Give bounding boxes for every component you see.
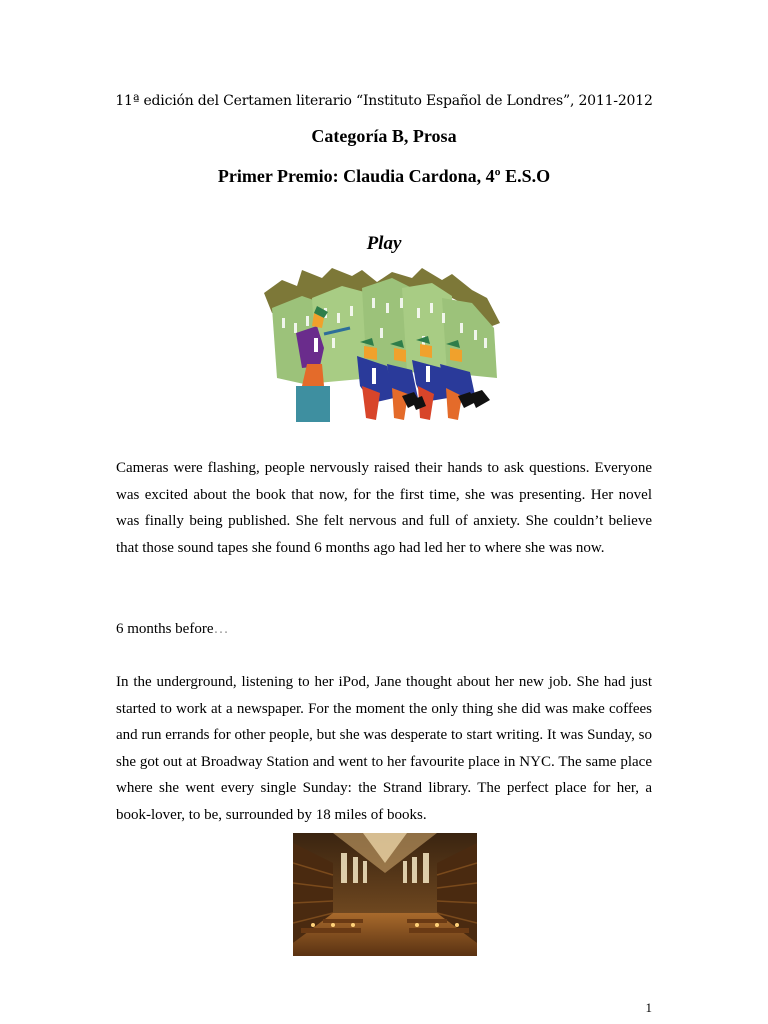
flashback-ellipsis: … xyxy=(213,621,229,637)
library-photo-image xyxy=(293,833,477,956)
paragraph-flashback xyxy=(116,616,652,643)
flashback-text: 6 months before xyxy=(116,621,214,637)
edition-line: 11ª edición del Certamen literario “Instituto Español de Londres”, 2011-2012 xyxy=(115,93,653,109)
orchestra-clipart-image xyxy=(262,268,504,424)
page-number: 1 xyxy=(645,1000,652,1015)
prize-heading: Primer Premio: Claudia Cardona, 4º E.S.O xyxy=(217,166,551,186)
story-title: Play xyxy=(366,233,402,254)
paragraph-underground: In the underground, listening to her iPod, Jane thought about her new job. She had just started to work at a newspaper. For the moment the only thing she did was make coffees and run errands for other people, but she was desperate to start writing. It was Sunday, so she got out at Broadway Station and went to her favourite place in NYC. The same place where she went every single Sunday: the Strand library. The perfect place for her, a book-lover, to be, surrounded by 18 miles of books. xyxy=(116,674,652,823)
paragraph-opening: Cameras were flashing, people nervously raised their hands to ask questions. Everyone was excited about the book that now, for the first time, she was presenting. Her novel was finally being published. She felt nervous and full of anxiety. She couldn’t believe that those sound tapes she found 6 months ago had led her to where she was now. xyxy=(116,460,652,556)
category-heading: Categoría B, Prosa xyxy=(311,126,457,146)
